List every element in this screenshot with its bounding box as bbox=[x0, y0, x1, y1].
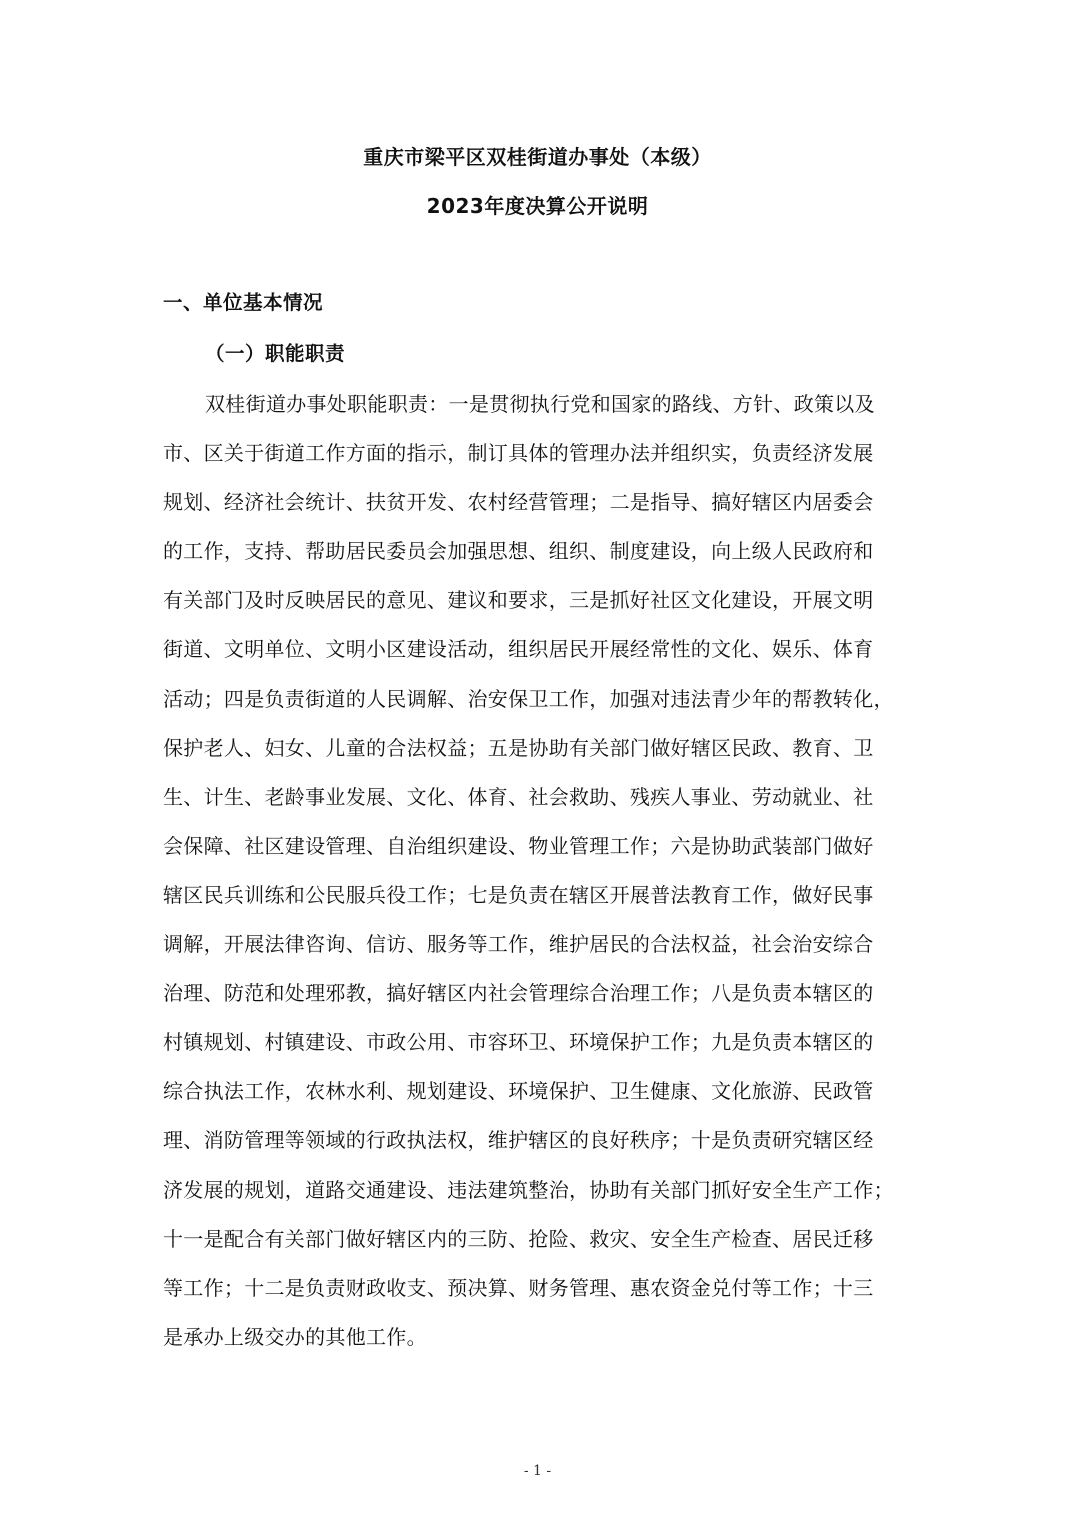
paragraph-line: 济发展的规划，道路交通建设、违法建筑整治，协助有关部门抓好安全生产工作； bbox=[163, 1177, 894, 1202]
paragraph-line: 有关部门及时反映居民的意见、建议和要求，三是抓好社区文化建设，开展文明 bbox=[163, 588, 874, 613]
paragraph-line: 村镇规划、村镇建设、市政公用、市容环卫、环境保护工作；九是负责本辖区的 bbox=[163, 1030, 874, 1055]
paragraph-line: 治理、防范和处理邪教，搞好辖区内社会管理综合治理工作；八是负责本辖区的 bbox=[163, 981, 874, 1006]
paragraph-line: 的工作，支持、帮助居民委员会加强思想、组织、制度建设，向上级人民政府和 bbox=[163, 539, 874, 564]
paragraph-line: 市、区关于街道工作方面的指示，制订具体的管理办法并组织实，负责经济发展 bbox=[163, 441, 874, 466]
paragraph-line: 规划、经济社会统计、扶贫开发、农村经营管理；二是指导、搞好辖区内居委会 bbox=[163, 490, 874, 515]
section-heading: 一、单位基本情况 bbox=[163, 291, 324, 314]
paragraph-line: 街道、文明单位、文明小区建设活动，组织居民开展经常性的文化、娱乐、体育 bbox=[163, 637, 874, 662]
document-title: 重庆市梁平区双桂街道办事处（本级） bbox=[363, 145, 712, 169]
page-number: - 1 - bbox=[523, 1463, 552, 1479]
paragraph-line: 综合执法工作，农林水利、规划建设、环境保护、卫生健康、文化旅游、民政管 bbox=[163, 1079, 874, 1104]
paragraph-line: 生、计生、老龄事业发展、文化、体育、社会救助、残疾人事业、劳动就业、社 bbox=[163, 784, 874, 809]
paragraph-line: 理、消防管理等领域的行政执法权，维护辖区的良好秩序；十是负责研究辖区经 bbox=[163, 1128, 874, 1153]
paragraph-line: 辖区民兵训练和公民服兵役工作；七是负责在辖区开展普法教育工作，做好民事 bbox=[163, 882, 874, 907]
paragraph-line: 十一是配合有关部门做好辖区内的三防、抢险、救灾、安全生产检查、居民迁移 bbox=[163, 1226, 874, 1251]
document-subtitle: 2023年度决算公开说明 bbox=[426, 194, 649, 218]
paragraph-line: 双桂街道办事处职能职责：一是贯彻执行党和国家的路线、方针、政策以及 bbox=[205, 392, 875, 416]
paragraph-line: 活动；四是负责街道的人民调解、治安保卫工作，加强对违法青少年的帮教转化， bbox=[163, 686, 894, 711]
paragraph-line: 等工作；十二是负责财政收支、预决算、财务管理、惠农资金兑付等工作；十三 bbox=[163, 1275, 874, 1300]
paragraph-line: 调解，开展法律咨询、信访、服务等工作，维护居民的合法权益，社会治安综合 bbox=[163, 932, 874, 957]
subsection-heading: （一）职能职责 bbox=[205, 342, 346, 365]
paragraph-line: 是承办上级交办的其他工作。 bbox=[163, 1324, 427, 1349]
paragraph-line: 保护老人、妇女、儿童的合法权益；五是协助有关部门做好辖区民政、教育、卫 bbox=[163, 735, 874, 760]
paragraph-line: 会保障、社区建设管理、自治组织建设、物业管理工作；六是协助武装部门做好 bbox=[163, 833, 874, 858]
body-paragraph bbox=[163, 389, 923, 1371]
